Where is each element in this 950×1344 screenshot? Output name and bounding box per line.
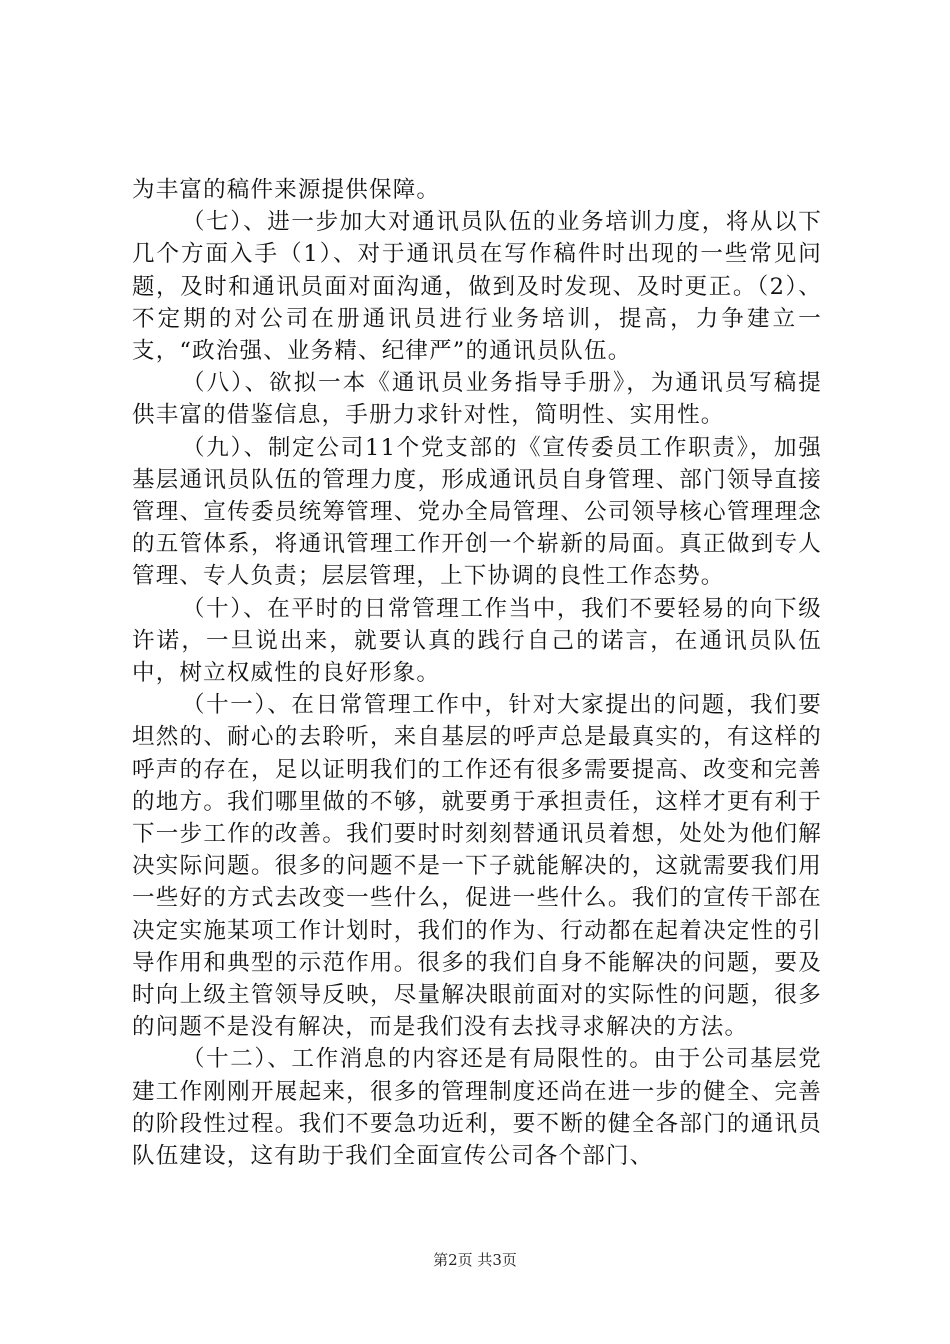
document-body [132, 174, 822, 1172]
paragraph-item-10: （十）、在平时的日常管理工作当中，我们不要轻易的向下级许诺，一旦说出来，就要认真的践行自己的诺言，在通讯员队伍中，树立权威性的良好形象。 [132, 595, 822, 687]
paragraph-item-12: （十二）、工作消息的内容还是有局限性的。由于公司基层党建工作刚刚开展起来，很多的管理制度还尚在进一步的健全、完善的阶段性过程。我们不要急功近利，要不断的健全各部门的通讯员队伍建设，这有助于我们全面宣传公司各个部门、 [132, 1046, 822, 1170]
paragraph-item-8: （八）、欲拟一本《通讯员业务指导手册》，为通讯员写稿提供丰富的借鉴信息，手册力求针对性，简明性、实用性。 [132, 370, 822, 429]
page-number-footer: 第2页 共3页 [433, 1251, 517, 1269]
paragraph-item-9: （九）、制定公司11个党支部的《宣传委员工作职责》，加强基层通讯员队伍的管理力度，形成通讯员自身管理、部门领导直接管理、宣传委员统筹管理、党办全局管理、公司领导核心管理理念的五管体系，将通讯管理工作开创一个崭新的局面。真正做到专人管理、专人负责；层层管理，上下协调的良性工作态势。 [132, 434, 822, 590]
paragraph-continuation: 为丰富的稿件来源提供保障。 [132, 177, 441, 203]
paragraph-item-7: （七）、进一步加大对通讯员队伍的业务培训力度，将从以下几个方面入手（1）、对于通讯员在写作稿件时出现的一些常见问题，及时和通讯员面对面沟通，做到及时发现、及时更正。（2）、不定期的对公司在册通讯员进行业务培训，提高，力争建立一支，“政治强、业务精、纪律严”的通讯员队伍。 [132, 209, 822, 365]
paragraph-item-11: （十一）、在日常管理工作中，针对大家提出的问题，我们要坦然的、耐心的去聆听，来自基层的呼声总是最真实的，有这样的呼声的存在，足以证明我们的工作还有很多需要提高、改变和完善的地方。我们哪里做的不够，就要勇于承担责任，这样才更有利于下一步工作的改善。我们要时时刻刻替通讯员着想，处处为他们解决实际问题。很多的问题不是一下子就能解决的，这就需要我们用一些好的方式去改变一些什么，促进一些什么。我们的宣传干部在决定实施某项工作计划时，我们的作为、行动都在起着决定性的引导作用和典型的示范作用。很多的我们自身不能解决的问题，要及时向上级主管领导反映，尽量解决眼前面对的实际性的问题，很多的问题不是没有解决，而是我们没有去找寻求解决的方法。 [132, 692, 822, 1041]
